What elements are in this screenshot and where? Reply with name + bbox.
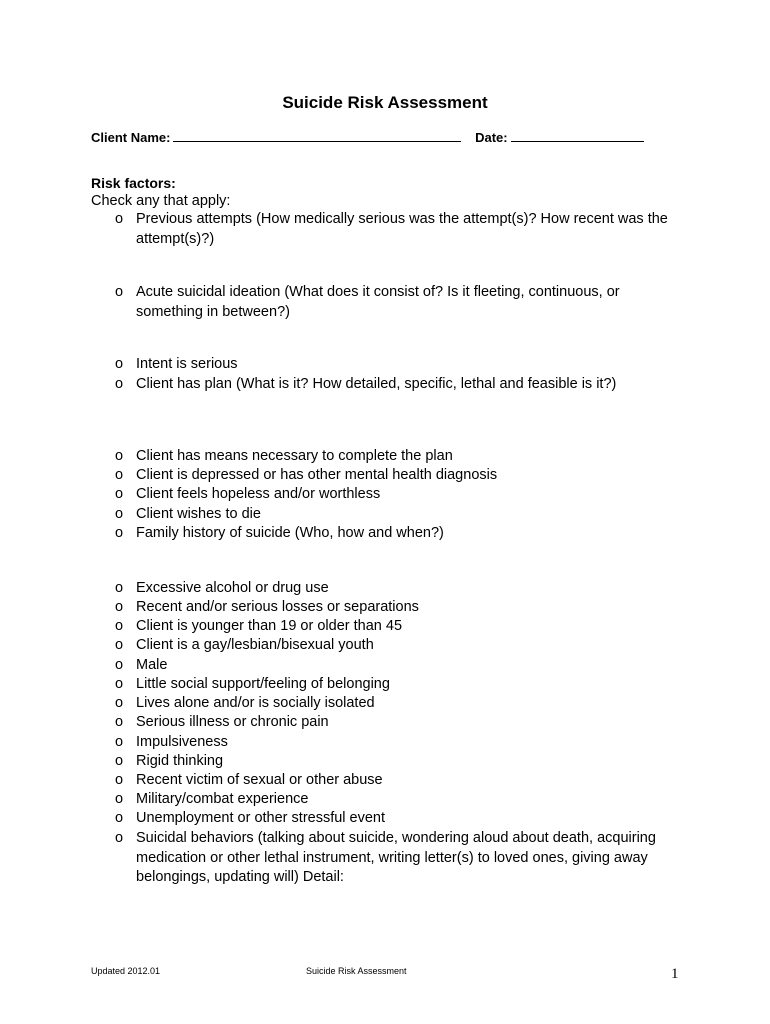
list-item[interactable] — [115, 447, 685, 467]
checkbox-bullet: o — [115, 506, 124, 522]
checkbox-bullet: o — [115, 791, 124, 807]
list-item[interactable] — [115, 694, 685, 714]
list-item[interactable] — [115, 579, 685, 599]
list-item[interactable] — [115, 598, 685, 618]
checkbox-bullet: o — [115, 676, 124, 692]
client-info-line — [91, 129, 644, 145]
list-item[interactable] — [115, 466, 685, 486]
list-item[interactable] — [115, 505, 685, 525]
list-item-text: Little social support/feeling of belonging — [136, 676, 390, 692]
list-item-text: Lives alone and/or is socially isolated — [136, 695, 375, 711]
list-item[interactable] — [115, 524, 685, 544]
list-item[interactable] — [115, 771, 685, 791]
list-item-text: Rigid thinking — [136, 753, 224, 769]
checkbox-bullet: o — [115, 467, 124, 483]
checkbox-bullet: o — [115, 448, 124, 464]
checkbox-bullet: o — [115, 580, 124, 596]
list-item[interactable] — [115, 656, 685, 676]
list-item-text: Suicidal behaviors (talking about suicide, wondering aloud about death, acquiring medication or other lethal instrument, writing letter(s) to loved ones, giving away belongings, updating will) Detail: — [136, 830, 656, 885]
date-label: Date: — [475, 130, 508, 145]
checkbox-bullet: o — [115, 830, 124, 846]
date-field[interactable] — [511, 129, 644, 142]
footer-title: Suicide Risk Assessment — [306, 966, 407, 976]
checkbox-bullet: o — [115, 486, 124, 502]
list-item-text: Impulsiveness — [136, 734, 228, 750]
list-item-text: Recent victim of sexual or other abuse — [136, 772, 383, 788]
checkbox-bullet: o — [115, 810, 124, 826]
client-name-field[interactable] — [173, 129, 461, 142]
list-item-text: Client is a gay/lesbian/bisexual youth — [136, 637, 374, 653]
list-item-text: Recent and/or serious losses or separations — [136, 599, 419, 615]
list-item[interactable] — [115, 752, 685, 772]
risk-factors-heading: Risk factors: — [91, 175, 176, 191]
list-item[interactable] — [115, 713, 685, 733]
checkbox-bullet: o — [115, 753, 124, 769]
list-item-text: Male — [136, 657, 168, 673]
checkbox-bullet: o — [115, 284, 124, 300]
list-item-text: Client has means necessary to complete the plan — [136, 448, 453, 464]
list-item-text: Intent is serious — [136, 356, 238, 372]
checkbox-bullet: o — [115, 376, 124, 392]
list-item-text: Previous attempts (How medically serious was the attempt(s)? How recent was the attempt(s)?) — [136, 211, 668, 247]
list-item-text: Serious illness or chronic pain — [136, 714, 329, 730]
checkbox-bullet: o — [115, 618, 124, 634]
list-item-text: Unemployment or other stressful event — [136, 810, 386, 826]
client-name-label: Client Name: — [91, 130, 171, 145]
check-instruction: Check any that apply: — [91, 193, 231, 209]
list-item[interactable] — [115, 617, 685, 637]
list-item-text: Client wishes to die — [136, 506, 261, 522]
checkbox-bullet: o — [115, 211, 124, 227]
checkbox-bullet: o — [115, 599, 124, 615]
document-title: Suicide Risk Assessment — [282, 93, 488, 112]
list-item[interactable] — [115, 355, 685, 375]
list-item[interactable] — [115, 733, 685, 753]
list-item[interactable] — [115, 283, 685, 322]
list-item[interactable] — [115, 790, 685, 810]
list-item-text: Client is depressed or has other mental health diagnosis — [136, 467, 498, 483]
footer-updated: Updated 2012.01 — [91, 966, 161, 976]
list-item[interactable] — [115, 375, 685, 395]
list-item-text: Family history of suicide (Who, how and when?) — [136, 525, 444, 541]
checkbox-bullet: o — [115, 695, 124, 711]
list-item-text: Client has plan (What is it? How detailed, specific, lethal and feasible is it?) — [136, 376, 617, 392]
list-item[interactable] — [115, 636, 685, 656]
checkbox-bullet: o — [115, 734, 124, 750]
list-item-text: Military/combat experience — [136, 791, 309, 807]
list-item[interactable] — [115, 485, 685, 505]
list-item-text: Client feels hopeless and/or worthless — [136, 486, 381, 502]
checkbox-bullet: o — [115, 356, 124, 372]
page-number: 1 — [671, 966, 679, 982]
list-item[interactable] — [115, 809, 685, 829]
list-item-text: Acute suicidal ideation (What does it consist of? Is it fleeting, continuous, or something in between?) — [136, 284, 620, 320]
checkbox-bullet: o — [115, 525, 124, 541]
list-item-text: Excessive alcohol or drug use — [136, 580, 329, 596]
list-item[interactable] — [115, 829, 685, 888]
list-item-text: Client is younger than 19 or older than 45 — [136, 618, 403, 634]
checkbox-bullet: o — [115, 637, 124, 653]
checkbox-bullet: o — [115, 714, 124, 730]
checkbox-bullet: o — [115, 657, 124, 673]
list-item[interactable] — [115, 210, 685, 249]
checkbox-bullet: o — [115, 772, 124, 788]
list-item[interactable] — [115, 675, 685, 695]
